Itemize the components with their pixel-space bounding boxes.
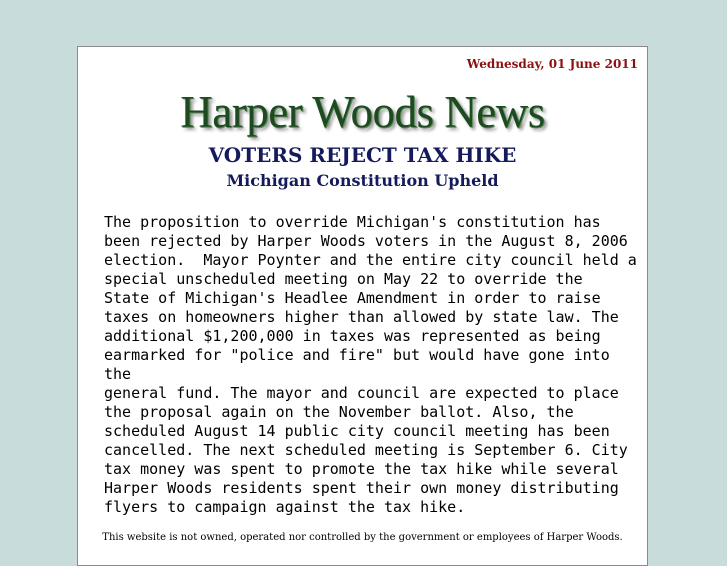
article-line: State of Michigan's Headlee Amendment in order to raise [104,289,601,307]
article-line: cancelled. The next scheduled meeting is September 6. City [104,441,628,459]
article-body [104,213,637,517]
article-line: tax money was spent to promote the tax hike while several [104,460,619,478]
article-line: election. Mayor Poynter and the entire city council held a [104,251,637,269]
article-line: Harper Woods residents spent their own money distributing [104,479,619,497]
disclaimer-footer: This website is not owned, operated nor controlled by the government or employees of Harper Woods. [102,532,623,543]
article-line: taxes on homeowners higher than allowed by state law. The [104,308,619,326]
article-line: The proposition to override Michigan's constitution has [104,213,601,231]
article-line: the proposal again on the November ballot. Also, the [104,403,574,421]
article-line: earmarked for "police and fire" but would have gone into the [104,346,610,383]
content-panel [77,46,648,566]
article-line: general fund. The mayor and council are expected to place [104,384,619,402]
article-subheadline: Michigan Constitution Upheld [226,171,499,190]
site-masthead: Harper Woods News [180,87,545,137]
article-line: flyers to campaign against the tax hike. [104,498,466,516]
article-line: special unscheduled meeting on May 22 to override the [104,270,583,288]
article-line: additional $1,200,000 in taxes was represented as being [104,327,601,345]
article-headline: VOTERS REJECT TAX HIKE [208,143,517,167]
article-line: scheduled August 14 public city council meeting has been [104,422,610,440]
date-label: Wednesday, 01 June 2011 [466,57,638,71]
article-line: been rejected by Harper Woods voters in the August 8, 2006 [104,232,628,250]
